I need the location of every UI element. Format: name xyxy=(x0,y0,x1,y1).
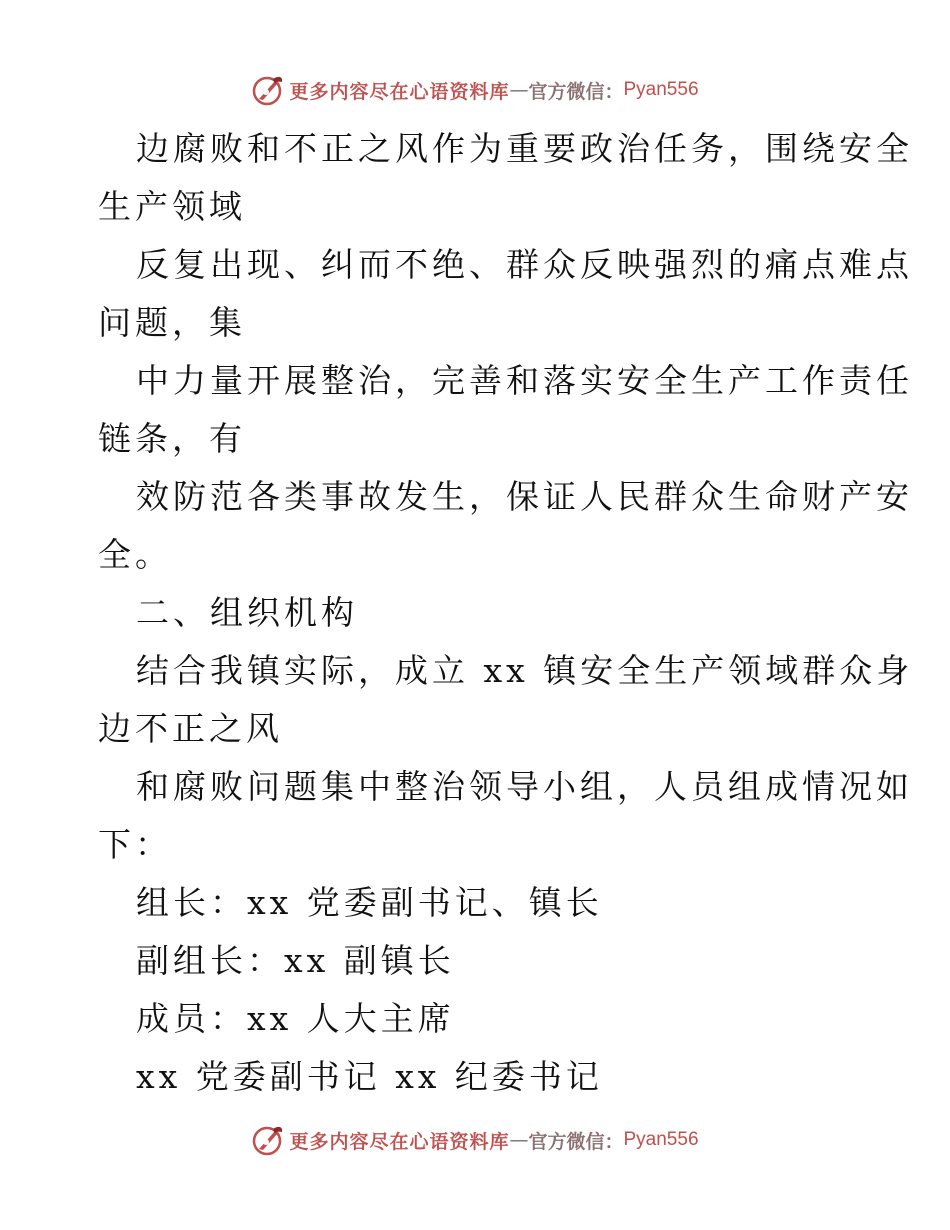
header-watermark xyxy=(0,70,950,110)
text-line: 下： xyxy=(98,825,172,864)
footer-watermark xyxy=(0,1120,950,1160)
text-line: 组长：xx 党委副书记、镇长 xyxy=(136,883,603,922)
text-line: 边腐败和不正之风作为重要政治任务，围绕安全 xyxy=(136,129,913,168)
watermark-wechat-id: Pyan556 xyxy=(623,1129,699,1150)
text-line: 结合我镇实际，成立 xx 镇安全生产领域群众身 xyxy=(136,651,914,690)
text-line: 生产领域 xyxy=(98,187,246,226)
text-line: 问题，集 xyxy=(98,303,246,342)
text-line: 边不正之风 xyxy=(98,709,283,748)
text-line: 效防范各类事故发生，保证人民群众生命财产安 xyxy=(136,477,913,516)
watermark-separator: — xyxy=(509,79,529,101)
quill-logo-icon xyxy=(251,73,285,107)
text-line: 成员：xx 人大主席 xyxy=(136,999,455,1038)
text-line: 链条，有 xyxy=(98,419,246,458)
watermark-brand: 更多内容尽在心语资料库 xyxy=(289,80,510,103)
document-body xyxy=(98,120,914,1106)
quill-logo-icon xyxy=(251,1123,285,1157)
watermark-wechat-label: 官方微信： xyxy=(528,80,624,103)
watermark-wechat-label: 官方微信： xyxy=(528,1130,624,1153)
text-line: xx 党委副书记 xx 纪委书记 xyxy=(136,1057,603,1096)
watermark-wechat-id: Pyan556 xyxy=(623,79,699,100)
text-line: 反复出现、纠而不绝、群众反映强烈的痛点难点 xyxy=(136,245,913,284)
text-line: 副组长：xx 副镇长 xyxy=(136,941,455,980)
watermark-separator: — xyxy=(509,1129,529,1151)
section-heading: 二、组织机构 xyxy=(136,593,358,632)
text-line: 全。 xyxy=(98,535,172,574)
text-line: 中力量开展整治，完善和落实安全生产工作责任 xyxy=(136,361,913,400)
text-line: 和腐败问题集中整治领导小组，人员组成情况如 xyxy=(136,767,913,806)
watermark-brand: 更多内容尽在心语资料库 xyxy=(289,1130,510,1153)
